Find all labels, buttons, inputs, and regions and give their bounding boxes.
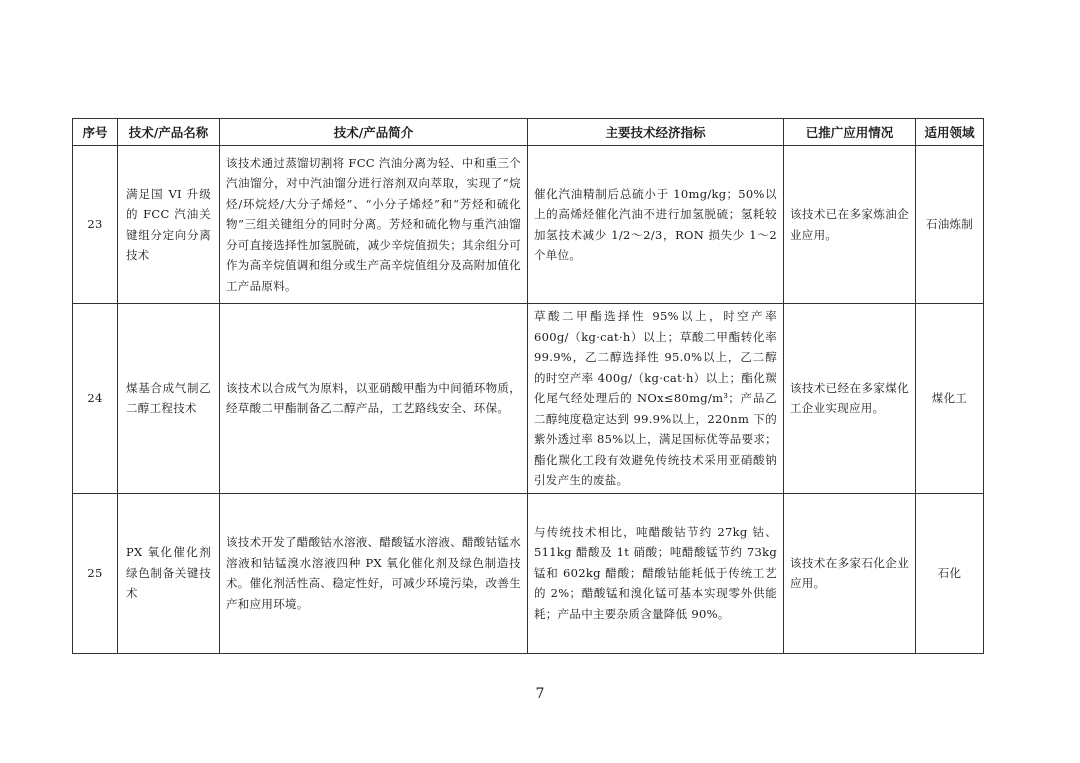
tech-intro: 该技术通过蒸馏切割将 FCC 汽油分离为轻、中和重三个汽油馏分，对中汽油馏分进行溶剂双向萃取，实现了“烷烃/环烷烃/大分子烯烃”、“小分子烯烃”和“芳烃和硫化物”三组关键组分的同时分离。芳烃和硫化物与重汽油馏分可直接选择性加氢脱硫，减少辛烷值损失；其余组分可作为高辛烷值调和组分或生产高辛烷值组分及高附加值化工产品原料。 xyxy=(220,146,528,304)
header-name: 技术/产品名称 xyxy=(118,119,220,146)
tech-intro: 该技术以合成气为原料，以亚硝酸甲酯为中间循环物质，经草酸二甲酯制备乙二醇产品，工艺路线安全、环保。 xyxy=(220,304,528,494)
table-header-row xyxy=(73,119,984,146)
tech-name: 满足国 VI 升级的 FCC 汽油关键组分定向分离技术 xyxy=(118,146,220,304)
header-field: 适用领域 xyxy=(916,119,984,146)
tech-intro: 该技术开发了醋酸钴水溶液、醋酸锰水溶液、醋酸钴锰水溶液和钴锰溴水溶液四种 PX 氧化催化剂及绿色制造技术。催化剂活性高、稳定性好，可减少环境污染，改善生产和应用环境。 xyxy=(220,493,528,653)
application-field: 煤化工 xyxy=(916,304,984,494)
row-number: 23 xyxy=(73,146,118,304)
application-field: 石油炼制 xyxy=(916,146,984,304)
tech-indicators: 催化汽油精制后总硫小于 10mg/kg；50%以上的高烯烃催化汽油不进行加氢脱硫；氢耗较加氢技术减少 1/2～2/3，RON 损失少 1～2 个单位。 xyxy=(528,146,784,304)
application-field: 石化 xyxy=(916,493,984,653)
table-row xyxy=(73,146,984,304)
promotion-status: 该技术已在多家炼油企业应用。 xyxy=(784,146,916,304)
tech-indicators: 与传统技术相比，吨醋酸钴节约 27kg 钴、511kg 醋酸及 1t 硝酸；吨醋酸锰节约 73kg 锰和 602kg 醋酸；醋酸钴能耗低于传统工艺的 2%；醋酸锰和溴化锰可基本实现零外供能耗；产品中主要杂质含量降低 90%。 xyxy=(528,493,784,653)
tech-name: PX 氧化催化剂绿色制备关键技术 xyxy=(118,493,220,653)
header-status: 已推广应用情况 xyxy=(784,119,916,146)
row-number: 24 xyxy=(73,304,118,494)
header-no: 序号 xyxy=(73,119,118,146)
page-number: 7 xyxy=(535,686,545,702)
header-intro: 技术/产品简介 xyxy=(220,119,528,146)
tech-name: 煤基合成气制乙二醇工程技术 xyxy=(118,304,220,494)
promotion-status: 该技术在多家石化企业应用。 xyxy=(784,493,916,653)
technology-table xyxy=(72,118,984,654)
header-indicators: 主要技术经济指标 xyxy=(528,119,784,146)
promotion-status: 该技术已经在多家煤化工企业实现应用。 xyxy=(784,304,916,494)
row-number: 25 xyxy=(73,493,118,653)
tech-indicators: 草酸二甲酯选择性 95%以上，时空产率 600g/（kg·cat·h）以上；草酸二甲酯转化率 99.9%，乙二醇选择性 95.0%以上，乙二醇的时空产率 400g/（kg·cat·h）以上；酯化羰化尾气经处理后的 NOx≤80mg/m³；产品乙二醇纯度稳定达到 99.9%以上，220nm 下的紫外透过率 85%以上，满足国标优等品要求；酯化羰化工段有效避免传统技术采用亚硝酸钠引发产生的废盐。 xyxy=(528,304,784,494)
table-row xyxy=(73,493,984,653)
table-row xyxy=(73,304,984,494)
